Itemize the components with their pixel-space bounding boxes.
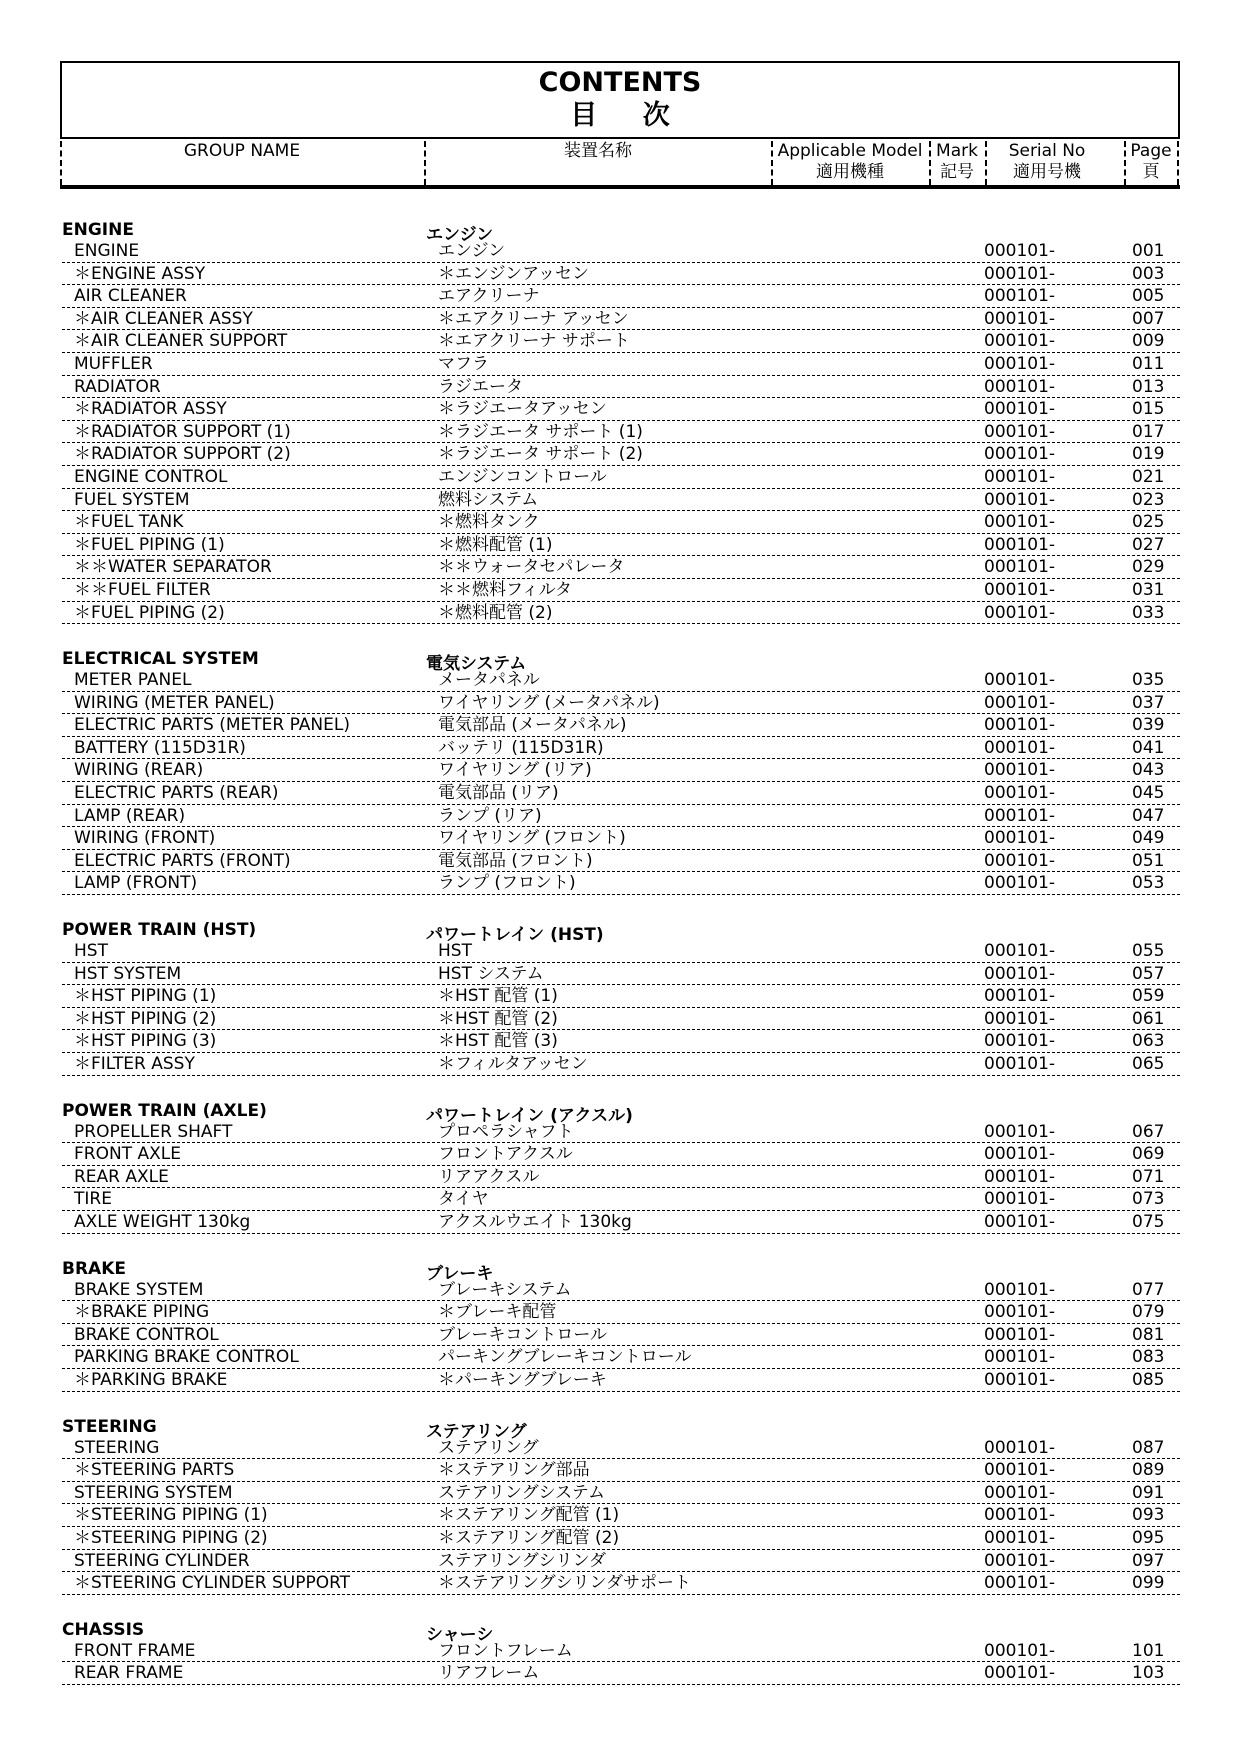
toc-row[interactable] (62, 872, 1180, 895)
toc-row[interactable] (62, 850, 1180, 873)
group-name-jp: リアフレーム (438, 1663, 540, 1684)
group-name: ＊STEERING PIPING (1) (74, 1505, 268, 1526)
group-name-jp: ＊＊ウォータセパレータ (438, 557, 625, 578)
serial-no: 000101- (984, 512, 1056, 533)
header-page: Page 頁 (1130, 141, 1172, 182)
toc-row[interactable] (62, 1166, 1180, 1189)
serial-no: 000101- (984, 941, 1056, 962)
toc-row[interactable] (62, 827, 1180, 850)
toc-row[interactable] (62, 330, 1180, 353)
group-name: ＊RADIATOR ASSY (74, 399, 227, 420)
section-heading (62, 918, 1180, 946)
header-serial: Serial No 適用号機 (1008, 141, 1086, 182)
group-name: ＊HST PIPING (2) (74, 1008, 217, 1029)
group-name: ＊RADIATOR SUPPORT (1) (74, 421, 291, 442)
page-number[interactable]: 015 (1132, 399, 1165, 420)
toc-row[interactable] (62, 511, 1180, 534)
page-number[interactable]: 023 (1132, 489, 1165, 510)
toc-row[interactable] (62, 1211, 1180, 1234)
serial-no: 000101- (984, 1663, 1056, 1684)
toc-row[interactable] (62, 714, 1180, 737)
toc-row[interactable] (62, 1188, 1180, 1211)
serial-no: 000101- (984, 1211, 1056, 1232)
group-name-jp: ＊HST 配管 (2) (438, 1008, 558, 1029)
page-number[interactable]: 021 (1132, 466, 1165, 487)
contents-list (62, 218, 1180, 1685)
group-name: ELECTRIC PARTS (METER PANEL) (74, 715, 350, 736)
column-header (60, 137, 1180, 189)
toc-row[interactable] (62, 1121, 1180, 1144)
serial-no: 000101- (984, 1527, 1056, 1548)
toc-row[interactable] (62, 1550, 1180, 1573)
serial-no: 000101- (984, 579, 1056, 600)
group-name-jp: ＊HST 配管 (1) (438, 986, 558, 1007)
toc-row[interactable] (62, 1459, 1180, 1482)
group-name-jp: メータパネル (438, 670, 540, 691)
group-name: ＊RADIATOR SUPPORT (2) (74, 444, 291, 465)
serial-no: 000101- (984, 1550, 1056, 1571)
page-number[interactable]: 009 (1132, 331, 1165, 352)
toc-row[interactable] (62, 466, 1180, 489)
toc-row[interactable] (62, 556, 1180, 579)
toc-row[interactable] (62, 1324, 1180, 1347)
page-number[interactable]: 019 (1132, 444, 1165, 465)
page-number[interactable]: 093 (1132, 1505, 1165, 1526)
toc-row[interactable] (62, 1662, 1180, 1685)
serial-no: 000101- (984, 1054, 1056, 1074)
page-number[interactable]: 085 (1132, 1369, 1165, 1390)
group-name: ＊STEERING CYLINDER SUPPORT (74, 1573, 351, 1594)
serial-no: 000101- (984, 263, 1056, 284)
group-name-jp: バッテリ (115D31R) (438, 737, 604, 758)
group-name: RADIATOR (74, 376, 161, 397)
page-number[interactable]: 063 (1132, 1031, 1165, 1052)
title-box (60, 61, 1180, 137)
toc-row[interactable] (62, 1279, 1180, 1302)
page-number[interactable]: 007 (1132, 308, 1165, 329)
toc-row[interactable] (62, 1301, 1180, 1324)
group-name-jp: アクスルウエイト 130kg (438, 1211, 632, 1232)
group-name-jp: ＊＊燃料フィルタ (438, 579, 572, 600)
group-name-jp: ＊HST 配管 (3) (438, 1031, 558, 1052)
page-number[interactable]: 011 (1132, 353, 1165, 374)
group-name: FUEL SYSTEM (74, 489, 190, 510)
section-heading (62, 1618, 1180, 1645)
group-name-jp: ステアリング (438, 1437, 539, 1458)
group-name-jp: ラジエータ (438, 376, 523, 397)
group-name: ENGINE (74, 241, 140, 261)
serial-no: 000101- (984, 1279, 1056, 1300)
group-name: STEERING CYLINDER (74, 1550, 250, 1571)
section-title: ELECTRICAL SYSTEM (62, 649, 259, 670)
section-title: CHASSIS (62, 1619, 145, 1640)
group-name-jp: 燃料システム (438, 489, 539, 510)
toc-row[interactable] (62, 1640, 1180, 1663)
group-name-jp: ワイヤリング (リア) (438, 760, 592, 781)
serial-no: 000101- (984, 421, 1056, 442)
group-name-jp: 電気部品 (フロント) (438, 850, 593, 871)
group-name-jp: ワイヤリング (メータパネル) (438, 692, 660, 713)
toc-row[interactable] (62, 1143, 1180, 1166)
section-title-jp: ステアリング (426, 1421, 527, 1442)
group-name: ＊FUEL TANK (74, 512, 184, 533)
group-name: FRONT AXLE (74, 1144, 181, 1165)
toc-row[interactable] (62, 737, 1180, 760)
serial-no: 000101- (984, 1460, 1056, 1481)
serial-no: 000101- (984, 986, 1056, 1007)
group-name: BRAKE CONTROL (74, 1324, 219, 1345)
page-number[interactable]: 075 (1132, 1211, 1165, 1232)
page-number[interactable]: 103 (1132, 1663, 1165, 1684)
group-name: HST SYSTEM (74, 963, 182, 984)
serial-no: 000101- (984, 1505, 1056, 1526)
page-number[interactable]: 069 (1132, 1144, 1165, 1165)
serial-no: 000101- (984, 1121, 1056, 1142)
serial-no: 000101- (984, 1324, 1056, 1345)
page-number[interactable]: 081 (1132, 1324, 1165, 1345)
page-number[interactable]: 033 (1132, 602, 1165, 623)
serial-no: 000101- (984, 1437, 1056, 1458)
section-title-jp: 電気システム (426, 654, 527, 675)
serial-no: 000101- (984, 1369, 1056, 1390)
section-heading (62, 1257, 1180, 1284)
header-group-name: GROUP NAME (183, 141, 301, 161)
toc-row[interactable] (62, 1504, 1180, 1527)
toc-row[interactable] (62, 285, 1180, 308)
group-name: STEERING SYSTEM (74, 1482, 233, 1503)
serial-no: 000101- (984, 286, 1056, 307)
group-name-jp: ＊ラジエータ サポート (2) (438, 444, 643, 465)
header-divider (1177, 141, 1179, 185)
group-name: WIRING (REAR) (74, 760, 204, 781)
page-number[interactable]: 037 (1132, 692, 1165, 713)
page-number[interactable]: 049 (1132, 828, 1165, 849)
group-name: PROPELLER SHAFT (74, 1121, 233, 1142)
group-name-jp: ＊ブレーキ配管 (438, 1302, 557, 1323)
serial-no: 000101- (984, 783, 1056, 804)
serial-no: 000101- (984, 1302, 1056, 1323)
toc-row[interactable] (62, 263, 1180, 286)
page-number[interactable]: 067 (1132, 1121, 1165, 1142)
group-name-jp: エンジン (438, 241, 506, 261)
toc-row[interactable] (62, 985, 1180, 1008)
group-name-jp: ＊パーキングブレーキ (438, 1369, 607, 1390)
group-name: ＊HST PIPING (1) (74, 986, 217, 1007)
group-name-jp: フロントフレーム (438, 1640, 573, 1661)
toc-row[interactable] (62, 1572, 1180, 1595)
group-name-jp: 電気部品 (リア) (438, 783, 559, 804)
header-mark: Mark 記号 (936, 141, 978, 182)
toc-row[interactable] (62, 1527, 1180, 1550)
group-name: PARKING BRAKE CONTROL (74, 1347, 299, 1368)
page-number[interactable]: 065 (1132, 1054, 1165, 1074)
group-name-jp: タイヤ (438, 1189, 489, 1210)
toc-row[interactable] (62, 1008, 1180, 1031)
serial-no: 000101- (984, 692, 1056, 713)
group-name: ＊＊WATER SEPARATOR (74, 557, 272, 578)
serial-no: 000101- (984, 602, 1056, 623)
toc-row[interactable] (62, 963, 1180, 986)
group-name-jp: ＊燃料配管 (1) (438, 534, 553, 555)
serial-no: 000101- (984, 489, 1056, 510)
group-name-jp: ステアリングシリンダ (438, 1550, 606, 1571)
toc-row[interactable] (62, 1369, 1180, 1392)
serial-no: 000101- (984, 850, 1056, 871)
group-name: STEERING (74, 1437, 160, 1458)
serial-no: 000101- (984, 715, 1056, 736)
group-name-jp: パーキングブレーキコントロール (438, 1347, 692, 1368)
page-number[interactable]: 031 (1132, 579, 1165, 600)
page-number[interactable]: 087 (1132, 1437, 1165, 1458)
page-number[interactable]: 099 (1132, 1573, 1165, 1594)
page-number[interactable]: 029 (1132, 557, 1165, 578)
section-heading (62, 647, 1180, 675)
page-number[interactable]: 027 (1132, 534, 1165, 555)
page-number[interactable]: 095 (1132, 1527, 1165, 1548)
serial-no: 000101- (984, 1166, 1056, 1187)
group-name-jp: リアアクスル (438, 1166, 540, 1187)
group-name-jp: エアクリーナ (438, 286, 540, 307)
toc-row[interactable] (62, 692, 1180, 715)
group-name-jp: エンジンコントロール (438, 466, 607, 487)
toc-row[interactable] (62, 308, 1180, 331)
group-name-jp: ＊ステアリング部品 (438, 1460, 590, 1481)
section-heading (62, 218, 1180, 245)
section-gap (62, 1595, 1180, 1618)
group-name: ＊BRAKE PIPING (74, 1302, 210, 1323)
page-number[interactable]: 077 (1132, 1279, 1165, 1300)
group-name: FRONT FRAME (74, 1640, 196, 1661)
section-title: POWER TRAIN (HST) (62, 920, 257, 941)
section-title: BRAKE (62, 1258, 126, 1279)
page-number[interactable]: 079 (1132, 1302, 1165, 1323)
serial-no: 000101- (984, 331, 1056, 352)
page-number[interactable]: 091 (1132, 1482, 1165, 1503)
page-title: CONTENTS (538, 67, 702, 98)
group-name: ＊FUEL PIPING (1) (74, 534, 225, 555)
group-name: METER PANEL (74, 670, 192, 691)
serial-no: 000101- (984, 1347, 1056, 1368)
toc-row[interactable] (62, 489, 1180, 512)
toc-row[interactable] (62, 376, 1180, 399)
page-number[interactable]: 055 (1132, 941, 1165, 962)
page-number[interactable]: 039 (1132, 715, 1165, 736)
group-name-jp: ＊ラジエータ サポート (1) (438, 421, 643, 442)
section-gap (62, 1076, 1180, 1099)
section-gap (62, 895, 1180, 918)
page-number[interactable]: 101 (1132, 1640, 1165, 1661)
group-name: HST (74, 941, 108, 962)
toc-row[interactable] (62, 443, 1180, 466)
page-number[interactable]: 057 (1132, 963, 1165, 984)
page-number[interactable]: 071 (1132, 1166, 1165, 1187)
group-name-jp: ＊エアクリーナ アッセン (438, 308, 629, 329)
serial-no: 000101- (984, 1031, 1056, 1052)
page-number[interactable]: 025 (1132, 512, 1165, 533)
toc-row[interactable] (62, 534, 1180, 557)
group-name-jp: ブレーキシステム (438, 1279, 572, 1300)
group-name: REAR FRAME (74, 1663, 184, 1684)
section-gap (62, 1392, 1180, 1415)
serial-no: 000101- (984, 1008, 1056, 1029)
group-name: ＊STEERING PARTS (74, 1460, 235, 1481)
serial-no: 000101- (984, 963, 1056, 984)
group-name-jp: ＊エンジンアッセン (438, 263, 589, 284)
group-name-jp: フロントアクスル (438, 1144, 573, 1165)
group-name: ELECTRIC PARTS (REAR) (74, 783, 279, 804)
group-name: ＊AIR CLEANER ASSY (74, 308, 253, 329)
group-name: ＊＊FUEL FILTER (74, 579, 211, 600)
page-number[interactable]: 041 (1132, 737, 1165, 758)
toc-row[interactable] (62, 398, 1180, 421)
section-gap (62, 624, 1180, 647)
toc-row[interactable] (62, 353, 1180, 376)
serial-no: 000101- (984, 444, 1056, 465)
section-gap (62, 1234, 1180, 1257)
page-number[interactable]: 097 (1132, 1550, 1165, 1571)
group-name-jp: ランプ (フロント) (438, 873, 576, 894)
group-name-jp: ステアリングシステム (438, 1482, 605, 1503)
group-name-jp: 電気部品 (メータパネル) (438, 715, 627, 736)
toc-row[interactable] (62, 602, 1180, 625)
group-name-jp: ＊エアクリーナ サポート (438, 331, 630, 352)
group-name: TIRE (74, 1189, 112, 1210)
group-name: ELECTRIC PARTS (FRONT) (74, 850, 291, 871)
serial-no: 000101- (984, 466, 1056, 487)
serial-no: 000101- (984, 1573, 1056, 1594)
page-number[interactable]: 035 (1132, 670, 1165, 691)
toc-row[interactable] (62, 940, 1180, 963)
serial-no: 000101- (984, 241, 1056, 261)
group-name: ＊ENGINE ASSY (74, 263, 206, 284)
group-name-jp: ＊燃料タンク (438, 512, 540, 533)
page-number[interactable]: 017 (1132, 421, 1165, 442)
group-name: LAMP (REAR) (74, 805, 186, 826)
page-number[interactable]: 053 (1132, 873, 1165, 894)
group-name-jp: マフラ (438, 353, 489, 374)
group-name-jp: ＊ステアリング配管 (1) (438, 1505, 620, 1526)
group-name: ENGINE CONTROL (74, 466, 228, 487)
group-name-jp: ＊燃料配管 (2) (438, 602, 553, 623)
group-name-jp: ＊ステアリングシリンダサポート (438, 1573, 691, 1594)
group-name: LAMP (FRONT) (74, 873, 198, 894)
toc-row[interactable] (62, 759, 1180, 782)
toc-row[interactable] (62, 1030, 1180, 1053)
group-name-jp: ＊ラジエータアッセン (438, 399, 607, 420)
group-name-jp: ランプ (リア) (438, 805, 542, 826)
toc-row[interactable] (62, 240, 1180, 263)
serial-no: 000101- (984, 557, 1056, 578)
section-title: STEERING (62, 1416, 157, 1437)
group-name-jp: HST (438, 941, 472, 962)
group-name: BATTERY (115D31R) (74, 737, 246, 758)
toc-row[interactable] (62, 1053, 1180, 1076)
serial-no: 000101- (984, 534, 1056, 555)
group-name: ＊FILTER ASSY (74, 1054, 195, 1074)
group-name: AIR CLEANER (74, 286, 187, 307)
page-number[interactable]: 001 (1132, 241, 1165, 261)
serial-no: 000101- (984, 828, 1056, 849)
group-name: BRAKE SYSTEM (74, 1279, 204, 1300)
page-number[interactable]: 051 (1132, 850, 1165, 871)
section-title: ENGINE (62, 220, 134, 240)
toc-row[interactable] (62, 579, 1180, 602)
serial-no: 000101- (984, 1189, 1056, 1210)
serial-no: 000101- (984, 1482, 1056, 1503)
toc-row[interactable] (62, 669, 1180, 692)
toc-row[interactable] (62, 782, 1180, 805)
toc-row[interactable] (62, 421, 1180, 444)
page-number[interactable]: 061 (1132, 1008, 1165, 1029)
page-number[interactable]: 043 (1132, 760, 1165, 781)
group-name: AXLE WEIGHT 130kg (74, 1211, 251, 1232)
group-name: ＊AIR CLEANER SUPPORT (74, 331, 288, 352)
page-number[interactable]: 047 (1132, 805, 1165, 826)
group-name: ＊PARKING BRAKE (74, 1369, 228, 1390)
section-title-jp: ブレーキ (426, 1263, 494, 1284)
header-group-name-jp: 装置名称 (564, 141, 632, 161)
serial-no: 000101- (984, 399, 1056, 420)
page-number[interactable]: 003 (1132, 263, 1165, 284)
group-name: MUFFLER (74, 353, 153, 374)
page-number[interactable]: 059 (1132, 986, 1165, 1007)
serial-no: 000101- (984, 760, 1056, 781)
page-title-jp: 目 次 (570, 100, 688, 131)
serial-no: 000101- (984, 1144, 1056, 1165)
group-name-jp: ワイヤリング (フロント) (438, 828, 626, 849)
toc-row[interactable] (62, 1482, 1180, 1505)
section-title-jp: エンジン (426, 225, 494, 245)
serial-no: 000101- (984, 873, 1056, 894)
group-name-jp: ＊ステアリング配管 (2) (438, 1527, 620, 1548)
page-number[interactable]: 073 (1132, 1189, 1165, 1210)
toc-row[interactable] (62, 1346, 1180, 1369)
serial-no: 000101- (984, 376, 1056, 397)
group-name-jp: プロペラシャフト (438, 1121, 574, 1142)
page-number[interactable]: 005 (1132, 286, 1165, 307)
section-heading (62, 1415, 1180, 1442)
group-name: WIRING (METER PANEL) (74, 692, 275, 713)
serial-no: 000101- (984, 670, 1056, 691)
section-title: POWER TRAIN (AXLE) (62, 1100, 267, 1121)
group-name: ＊HST PIPING (3) (74, 1031, 217, 1052)
group-name: ＊STEERING PIPING (2) (74, 1527, 268, 1548)
section-title-jp: パワートレイン (HST) (426, 925, 604, 946)
serial-no: 000101- (984, 737, 1056, 758)
toc-row[interactable] (62, 1437, 1180, 1460)
page-number[interactable]: 089 (1132, 1460, 1165, 1481)
section-heading (62, 1099, 1180, 1126)
group-name-jp: ブレーキコントロール (438, 1324, 607, 1345)
page-number[interactable]: 083 (1132, 1347, 1165, 1368)
section-title-jp: パワートレイン (アクスル) (426, 1105, 633, 1126)
group-name: REAR AXLE (74, 1166, 169, 1187)
group-name: WIRING (FRONT) (74, 828, 216, 849)
page-number[interactable]: 013 (1132, 376, 1165, 397)
section-title-jp: シャーシ (426, 1624, 494, 1645)
header-model: Applicable Model 適用機種 (777, 141, 923, 182)
serial-no: 000101- (984, 805, 1056, 826)
group-name: ＊FUEL PIPING (2) (74, 602, 225, 623)
serial-no: 000101- (984, 308, 1056, 329)
serial-no: 000101- (984, 1640, 1056, 1661)
group-name-jp: ＊フィルタアッセン (438, 1054, 588, 1074)
serial-no: 000101- (984, 353, 1056, 374)
toc-row[interactable] (62, 805, 1180, 828)
group-name-jp: HST システム (438, 963, 544, 984)
page-number[interactable]: 045 (1132, 783, 1165, 804)
